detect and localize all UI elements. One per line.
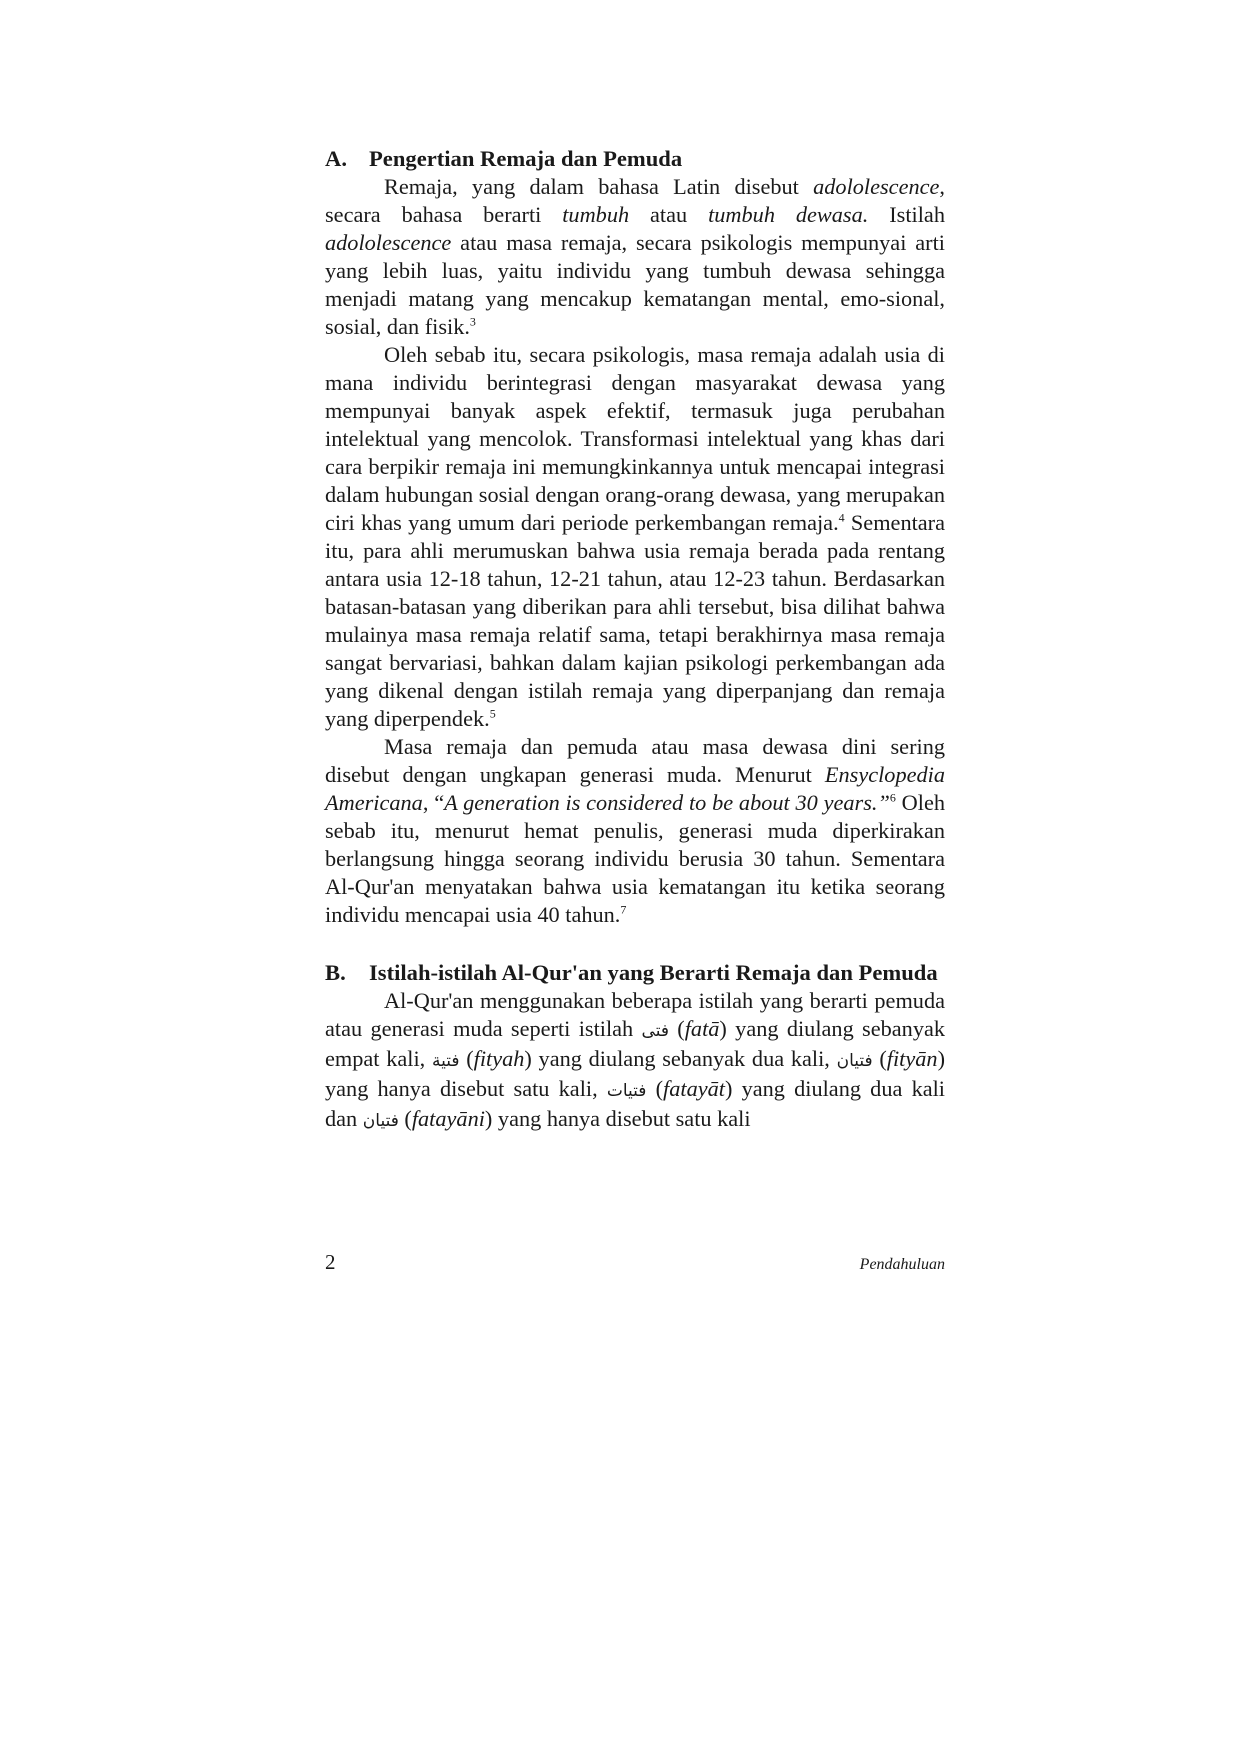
paragraph-1 [325,173,945,341]
p3-text-1: Masa remaja dan pemuda atau masa dewasa dini sering disebut dengan ungkapan generasi muda. Menurut [325,734,945,787]
arabic-term-fityan: فتيان [836,1051,873,1071]
p3-italic-2: A generation is considered to be about 30 years.” [444,790,890,815]
p1-text-1: Remaja, yang dalam bahasa Latin disebut [384,174,814,199]
p3-italic-1: Ensyclopedia Americana [325,762,945,815]
p1-text-4: Istilah [868,202,945,227]
p4-text-2: ( [668,1016,685,1041]
arabic-term-fatayat: فتيات [606,1081,647,1101]
footnote-ref-4: 4 [838,510,845,525]
paragraph-2 [325,341,945,733]
p4-text-4: ( [459,1046,474,1071]
p1-italic-4: adololescence [325,230,452,255]
page-number: 2 [325,1250,336,1274]
section-b-heading [325,959,945,987]
p4-text-7: ) yang hanya disebut satu kali, [325,1046,946,1101]
p4-text-9: ) yang diulang dua kali dan [325,1076,945,1131]
p1-italic-1: adololescence [813,174,940,199]
p4-text-3: ) yang diulang sebanyak empat kali, [325,1016,946,1071]
p1-italic-3: tumbuh dewasa. [708,202,869,227]
p4-text-10: ( [398,1106,412,1131]
p4-italic-5: fatayāni [411,1106,485,1131]
p4-text-5: ) yang diulang sebanyak dua kali, [524,1046,837,1071]
section-spacer [325,929,945,959]
paragraph-3 [325,733,945,929]
p4-italic-3: fityān [886,1046,938,1071]
p2-text-2: Sementara itu, para ahli merumuskan bahwa usia remaja berada pada rentang antara usia 12-18 tahun, 12-21 tahun, atau 12-23 tahun. Berdasarkan batasan-batasan yang diberikan para ahli tersebut, bisa dilihat bahwa mulainya masa remaja relatif sama, tetapi berakhirnya masa remaja sangat bervariasi, bahkan dalam kajian psikologi perkembangan ada yang dikenal dengan istilah remaja yang diperpanjang dan remaja yang diperpendek. [325,510,946,731]
p4-text-8: ( [646,1076,664,1101]
p4-italic-2: fityah [473,1046,525,1071]
arabic-term-fityah: فتية [431,1051,460,1071]
page-footer [325,1250,945,1275]
footnote-ref-5: 5 [489,706,496,721]
footnote-ref-7: 7 [620,902,627,917]
arabic-term-fata: فتى [641,1021,669,1041]
section-b-title: Istilah-istilah Al-Qur'an yang Berarti Remaja dan Pemuda [369,960,938,985]
p2-text-1: Oleh sebab itu, secara psikologis, masa remaja adalah usia di mana individu berintegrasi dengan masyarakat dewasa yang mempunyai banyak aspek efektif, termasuk juga perubahan intelektual yang mencolok. Transformasi intelektual yang khas dari cara berpikir remaja ini memungkinkannya untuk mencapai integrasi dalam hubungan sosial dengan orang-orang dewasa, yang merupakan ciri khas yang umum dari periode perkembangan remaja. [325,342,945,535]
paragraph-4 [325,987,945,1135]
p4-italic-4: fatayāt [663,1076,725,1101]
section-a-letter: A. [325,146,347,171]
section-a-heading [325,145,945,173]
p4-italic-1: fatā [684,1016,720,1041]
p4-text-11: ) yang hanya disebut satu kali [484,1106,751,1131]
p3-text-3: Oleh sebab itu, menurut hemat penulis, generasi muda diperkirakan berlangsung hingga seorang individu berusia 30 tahun. Sementara Al-Qur'an menyatakan bahwa usia kematangan itu ketika seorang individu mencapai usia 40 tahun. [325,790,945,927]
p3-text-2: , “ [422,790,445,815]
p4-text-6: ( [872,1046,887,1071]
section-b-letter: B. [325,960,346,985]
section-a-title: Pengertian Remaja dan Pemuda [369,146,683,171]
running-title: Pendahuluan [859,1256,945,1273]
page-body [325,145,945,1135]
arabic-term-fatayani: فتيان [362,1111,399,1131]
p4-text-1: Al-Qur'an menggunakan beberapa istilah yang berarti pemuda atau generasi muda seperti istilah [325,988,945,1041]
footnote-ref-3: 3 [469,314,476,329]
p1-text-5: atau masa remaja, secara psikologis mempunyai arti yang lebih luas, yaitu individu yang tumbuh dewasa sehingga menjadi matang yang mencakup kematangan mental, emo-sional, sosial, dan fisik. [325,230,945,339]
p1-text-2: , secara bahasa berarti [325,174,945,227]
footnote-ref-6: 6 [889,790,896,805]
p1-text-3: atau [629,202,709,227]
p1-italic-2: tumbuh [562,202,630,227]
